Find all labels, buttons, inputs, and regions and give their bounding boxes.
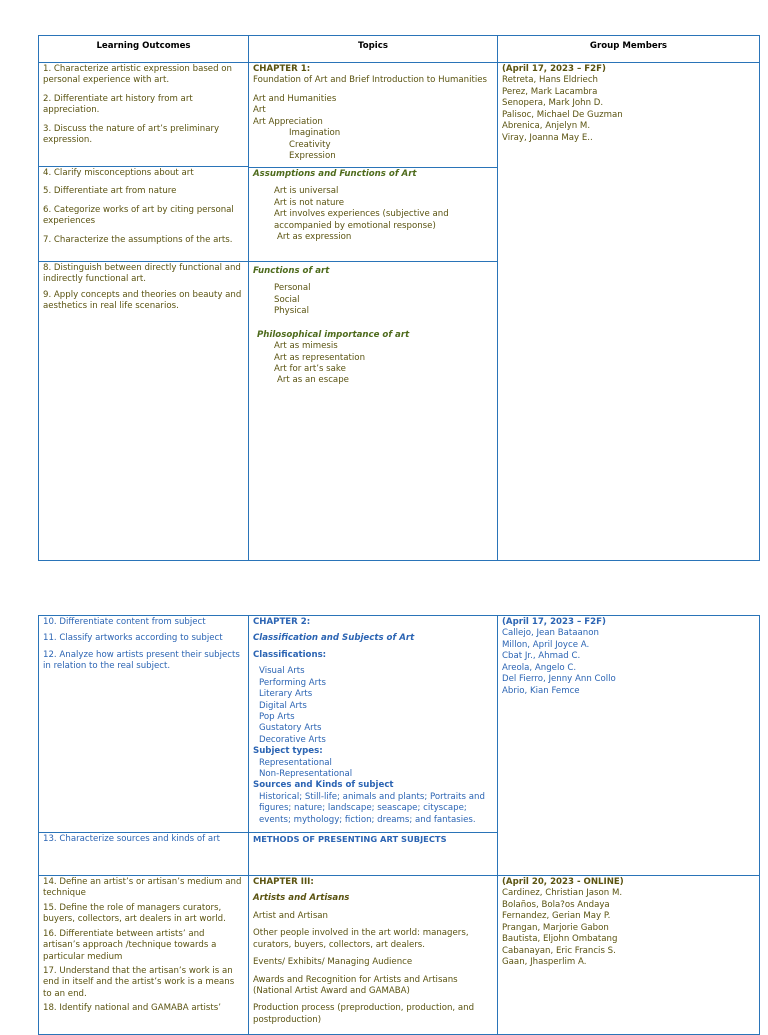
group-members-cell [497,62,760,561]
section-heading: Functions of art [253,266,330,276]
outcome-item: 17. Understand that the artisan’s work is an end in itself and the artist’s work is a means to an end. [43,965,235,999]
topics-cell [248,832,498,876]
methods-heading: METHODS OF PRESENTING ART SUBJECTS [253,834,447,844]
member-name: Bautista, Eljohn Ombatang [502,934,618,945]
header-group-members [497,35,760,63]
chapter-title: Classification and Subjects of Art [253,633,415,644]
topics-cell [248,261,498,561]
topic-item: Other people involved in the art world: managers, curators, buyers, collectors, art dealers. [253,928,469,950]
member-name: Callejo, Jean Bataanon [502,628,599,639]
member-name: Retreta, Hans Eldriech [502,75,599,86]
member-name: Del Fierro, Jenny Ann Collo [502,674,616,685]
topic-subitem: Expression [289,150,336,161]
member-name: Prangan, Marjorie Gabon [502,922,609,933]
topic-item: Art involves experiences (subjective and accompanied by emotional response) [274,209,449,231]
topic-item: Visual Arts [259,666,305,677]
learning-outcomes-cell [38,166,249,262]
group-members-cell [497,875,760,1035]
member-name: Cardinez, Christian Jason M. [502,888,623,899]
outcomes-table-2 [38,615,760,1024]
learning-outcomes-cell [38,832,249,876]
group-members-cell [497,615,760,876]
topic-item: Digital Arts [259,700,307,711]
outcome-item: 13. Characterize sources and kinds of art [43,834,221,844]
member-name: Bolaños, Bola?os Andaya [502,899,610,910]
topics-cell [248,167,498,262]
outcome-item: 1. Characterize artistic expression based on personal experience with art. [43,64,232,86]
topic-item: Art is not nature [274,197,345,208]
member-name: Abrio, Kian Femce [502,685,580,696]
topic-item: Gustatory Arts [259,723,322,734]
topic-item: Art as expression [277,232,352,243]
member-name: Palisoc, Michael De Guzman [502,109,623,120]
member-name: Millon, April Joyce A. [502,639,590,650]
topic-item: Decorative Arts [259,734,326,745]
member-name: Cbat Jr., Ahmad C. [502,651,581,662]
outcome-item: 9. Apply concepts and theories on beauty and aesthetics in real life scenarios. [43,289,242,312]
session-date: (April 17, 2023 – F2F) [502,617,606,627]
topic-item: Pop Arts [259,711,295,722]
topic-item: Art as an escape [277,375,349,386]
topic-subitem: Imagination [289,128,341,139]
member-name: Cabanayan, Eric Francis S. [502,945,616,956]
outcome-item: 7. Characterize the assumptions of the arts. [43,234,233,245]
learning-outcomes-cell [38,615,249,833]
section-heading: Sources and Kinds of subject [253,780,394,791]
topic-item: Personal [274,283,311,294]
member-name: Senopera, Mark John D. [502,98,604,109]
outcome-item: 5. Differentiate art from nature [43,186,177,197]
topic-item: Historical; Still-life; animals and plants; Portraits and figures; nature; landscape; seascape; cityscape; events; mythology; fiction; dreams; and fantasies. [259,791,485,825]
outcome-item: 16. Differentiate between artists’ and artisan’s approach /technique towards a particular medium [43,928,217,962]
topic-item: Social [274,294,300,305]
topic-item: Representational [259,757,332,768]
topic-item: Art [253,105,266,116]
header-topics [248,35,498,63]
header-topics-text: Topics [358,41,388,51]
topic-item: Awards and Recognition for Artists and Artisans (National Artist Award and GAMABA) [253,974,458,996]
topic-subitem: Creativity [289,139,331,150]
topic-item: Non-Representational [259,769,353,780]
outcome-item: 8. Distinguish between directly functional and indirectly functional art. [43,263,241,285]
outcome-item: 11. Classify artworks according to subject [43,633,223,644]
topics-cell [248,615,498,833]
outcome-item: 3. Discuss the nature of art’s preliminary expression. [43,123,220,146]
outcome-item: 14. Define an artist’s or artisan’s medium and technique [43,877,242,899]
member-name: Abrenica, Anjelyn M. [502,121,591,132]
header-group-members-text: Group Members [589,41,668,51]
header-learning-outcomes [38,35,249,63]
learning-outcomes-cell [38,875,249,1035]
topic-item: Production process (preproduction, production, and postproduction) [253,1003,475,1025]
learning-outcomes-cell [38,62,249,167]
topic-item: Events/ Exhibits/ Managing Audience [253,957,413,968]
outcome-item: 18. Identify national and GAMABA artists’ [43,1003,221,1014]
topic-item: Art as mimesis [274,341,338,352]
outcome-item: 6. Categorize works of art by citing personal experiences [43,204,234,227]
topics-cell [248,62,498,168]
topic-item: Art and Humanities [253,93,337,104]
topic-item: Art is universal [274,186,339,197]
section-heading: Assumptions and Functions of Art [253,169,417,179]
section-heading: Philosophical importance of art [257,329,410,340]
topic-item: Physical [274,306,309,317]
member-name: Perez, Mark Lacambra [502,86,598,97]
topic-item: Literary Arts [259,689,313,700]
outcome-item: 10. Differentiate content from subject [43,617,206,627]
learning-outcomes-cell [38,261,249,561]
topic-item: Art Appreciation [253,116,323,127]
header-learning-outcomes-text: Learning Outcomes [96,41,191,51]
session-date: (April 17, 2023 – F2F) [502,64,606,74]
chapter-heading: CHAPTER 2: [253,617,311,627]
topic-item: Art as representation [274,352,366,363]
chapter-title: Foundation of Art and Brief Introduction to Humanities [253,75,488,86]
section-heading: Subject types: [253,746,323,757]
member-name: Gaan, Jhasperlim A. [502,956,587,967]
outcome-item: 4. Clarify misconceptions about art [43,168,194,178]
topic-item: Performing Arts [259,677,327,688]
topic-item: Artist and Artisan [253,910,329,921]
outcome-item: 12. Analyze how artists present their subjects in relation to the real subject. [43,649,240,672]
session-date: (April 20, 2023 - ONLINE) [502,877,624,887]
chapter-heading: CHAPTER 1: [253,64,311,74]
chapter-heading: CHAPTER III: [253,877,314,887]
member-name: Viray, Joanna May E.. [502,132,593,143]
outcome-item: 15. Define the role of managers curators, buyers, collectors, art dealers in art world. [43,902,226,925]
member-name: Fernandez, Gerian May P. [502,911,611,922]
section-heading: Classifications: [253,649,327,660]
chapter-title: Artists and Artisans [253,893,350,904]
member-name: Areola, Angelo C. [502,662,577,673]
outcomes-table-1 [38,35,760,561]
topics-cell [248,875,498,1035]
topic-item: Art for art’s sake [274,363,346,374]
outcome-item: 2. Differentiate art history from art appreciation. [43,93,193,116]
